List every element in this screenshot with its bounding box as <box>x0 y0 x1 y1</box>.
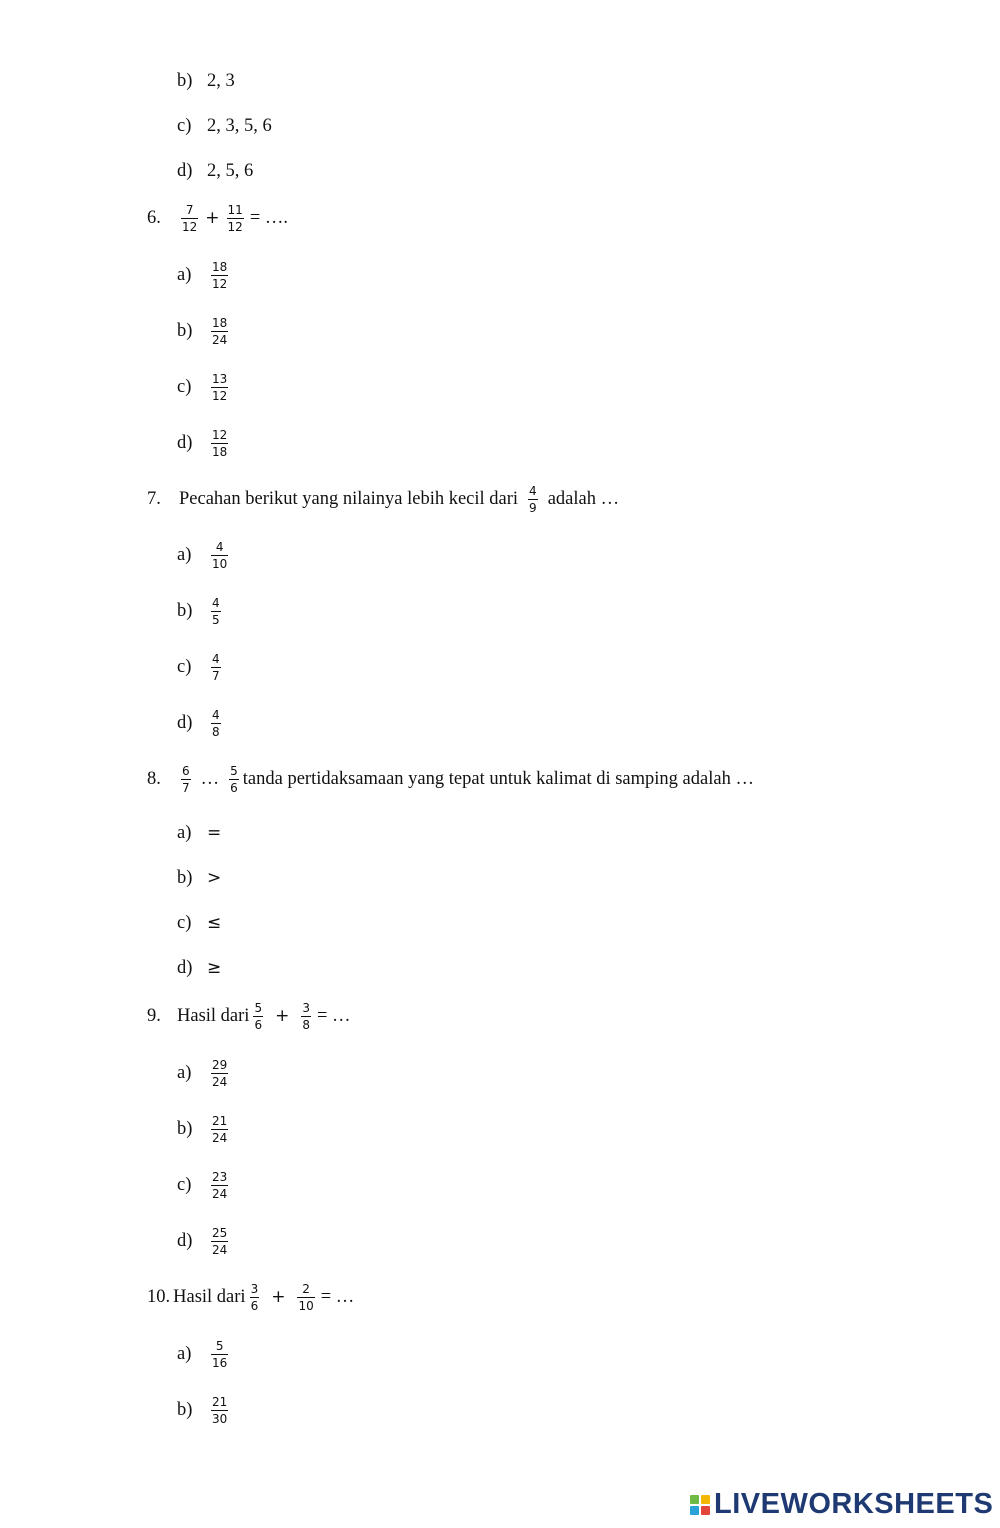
q10-question <box>147 1283 356 1312</box>
option-fraction: $\frac{12}{18}$ <box>212 428 228 459</box>
option-fraction: $\frac{29}{24}$ <box>212 1058 228 1089</box>
fraction: $\frac{3}{6}$ <box>250 1282 259 1313</box>
option-label: a) <box>177 1063 192 1084</box>
logo-square <box>701 1506 710 1515</box>
q5-option-b[interactable] <box>177 72 235 91</box>
plus-sign: + <box>271 1287 286 1307</box>
option-fraction: $\frac{18}{24}$ <box>212 316 228 347</box>
q9-option-d[interactable] <box>177 1227 232 1256</box>
option-fraction: $\frac{23}{24}$ <box>212 1170 228 1201</box>
option-label: d) <box>177 958 193 978</box>
q6-option-a[interactable] <box>177 261 232 290</box>
logo-square <box>690 1495 699 1504</box>
liveworksheets-logo <box>690 1488 993 1521</box>
q9-option-c[interactable] <box>177 1171 232 1200</box>
q7-option-b[interactable] <box>177 597 225 626</box>
option-label: b) <box>177 321 193 342</box>
question-number: 10. <box>147 1287 171 1308</box>
option-label: b) <box>177 868 193 888</box>
option-label: c) <box>177 657 192 678</box>
q7-question <box>147 485 621 514</box>
option-label: c) <box>177 913 192 933</box>
logo-text: LIVEWORKSHEETS <box>714 1488 994 1520</box>
q8-option-d[interactable] <box>177 959 224 978</box>
question-number: 9. <box>147 1006 161 1027</box>
q7-option-a[interactable] <box>177 541 232 570</box>
q7-option-c[interactable] <box>177 653 225 682</box>
option-fraction: $\frac{21}{24}$ <box>212 1114 228 1145</box>
question-number: 8. <box>147 769 161 790</box>
option-label: b) <box>177 71 193 91</box>
option-label: b) <box>177 1119 193 1140</box>
option-fraction: $\frac{5}{16}$ <box>212 1339 228 1370</box>
question-number: 7. <box>147 489 161 510</box>
option-text: 2, 5, 6 <box>207 161 254 181</box>
q6-option-b[interactable] <box>177 317 232 346</box>
option-fraction: $\frac{21}{30}$ <box>212 1395 228 1426</box>
option-label: d) <box>177 161 193 181</box>
equals-tail: = … <box>320 1287 355 1308</box>
option-fraction: $\frac{4}{10}$ <box>212 540 228 571</box>
question-text: Pecahan berikut yang nilainya lebih kecil dari <box>179 489 519 510</box>
question-number: 6. <box>147 208 161 229</box>
fraction: $\frac{4}{9}$ <box>529 484 537 515</box>
q5-option-d[interactable] <box>177 162 253 181</box>
option-label: a) <box>177 545 192 566</box>
q9-option-a[interactable] <box>177 1059 232 1088</box>
option-fraction: $\frac{13}{12}$ <box>212 372 228 403</box>
question-text-after: adalah … <box>547 489 620 510</box>
option-fraction: $\frac{4}{5}$ <box>212 596 220 627</box>
less-or-equal-symbol: ≤ <box>207 912 222 933</box>
greater-than-symbol: > <box>207 867 222 888</box>
fraction: $\frac{11}{12}$ <box>227 203 243 234</box>
ellipsis: … <box>200 769 220 790</box>
q10-option-a[interactable] <box>177 1340 232 1369</box>
fraction: $\frac{5}{6}$ <box>254 1001 263 1032</box>
option-label: c) <box>177 116 192 136</box>
q8-option-c[interactable] <box>177 914 224 933</box>
q6-question <box>147 204 290 233</box>
option-label: b) <box>177 1400 193 1421</box>
option-label: b) <box>177 601 193 622</box>
question-text: Hasil dari <box>177 1006 250 1027</box>
q6-option-c[interactable] <box>177 373 232 402</box>
q8-option-a[interactable] <box>177 824 224 843</box>
option-label: d) <box>177 1231 193 1252</box>
q9-question <box>147 1002 353 1031</box>
question-text: tanda pertidaksamaan yang tepat untuk kalimat di samping adalah … <box>242 769 754 790</box>
option-text: 2, 3, 5, 6 <box>207 116 272 136</box>
option-label: a) <box>177 1344 192 1365</box>
equals-symbol: = <box>207 822 222 843</box>
greater-or-equal-symbol: ≥ <box>207 957 222 978</box>
fraction: $\frac{7}{12}$ <box>182 203 198 234</box>
option-fraction: $\frac{4}{7}$ <box>212 652 220 683</box>
logo-square <box>690 1506 699 1515</box>
question-text: Hasil dari <box>173 1287 246 1308</box>
fraction: $\frac{2}{10}$ <box>298 1282 314 1313</box>
logo-square <box>701 1495 710 1504</box>
plus-sign: + <box>205 208 220 228</box>
q7-option-d[interactable] <box>177 709 225 738</box>
option-label: a) <box>177 265 192 286</box>
q8-option-b[interactable] <box>177 869 224 888</box>
q5-option-c[interactable] <box>177 117 272 136</box>
fraction: $\frac{6}{7}$ <box>182 764 190 795</box>
q9-option-b[interactable] <box>177 1115 232 1144</box>
q10-option-b[interactable] <box>177 1396 232 1425</box>
logo-grid-icon <box>690 1495 710 1515</box>
q8-question <box>147 765 754 794</box>
option-label: c) <box>177 1175 192 1196</box>
fraction: $\frac{3}{8}$ <box>302 1001 310 1032</box>
option-text: 2, 3 <box>207 71 235 91</box>
fraction: $\frac{5}{6}$ <box>230 764 238 795</box>
option-label: c) <box>177 377 192 398</box>
option-fraction: $\frac{18}{12}$ <box>212 260 228 291</box>
option-label: a) <box>177 823 192 843</box>
option-fraction: $\frac{25}{24}$ <box>212 1226 228 1257</box>
option-label: d) <box>177 433 193 454</box>
equals-tail: = …. <box>249 208 288 229</box>
option-label: d) <box>177 713 193 734</box>
option-fraction: $\frac{4}{8}$ <box>212 708 220 739</box>
plus-sign: + <box>275 1006 290 1026</box>
q6-option-d[interactable] <box>177 429 232 458</box>
equals-tail: = … <box>316 1006 351 1027</box>
